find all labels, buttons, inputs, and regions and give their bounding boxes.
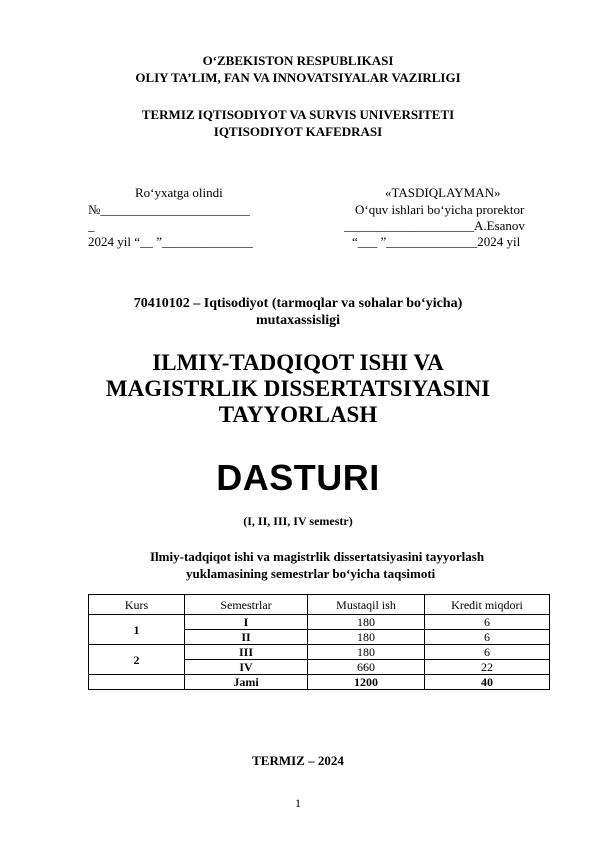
university-name: TERMIZ IQTISODIYOT VA SURVIS UNIVERSITETI: [141, 107, 455, 122]
total-kredit: 40: [425, 675, 550, 690]
table-caption-line-1: Ilmiy-tadqiqot ishi va magistrlik dissertatsiyasini tayyorlash: [150, 549, 485, 564]
kredit-cell: 6: [425, 645, 550, 660]
semestr-cell: IV: [185, 660, 308, 675]
ministry-country: O‘ZBEKISTON RESPUBLIKASI: [202, 53, 394, 68]
registration-dash: _: [88, 218, 95, 233]
approval-role: O‘quv ishlari bo‘yicha prorektor: [355, 202, 525, 217]
mustaqil-cell: 180: [308, 630, 425, 645]
header-kurs: Kurs: [89, 595, 185, 615]
city-year: TERMIZ – 2024: [252, 753, 344, 768]
semestr-cell: I: [185, 615, 308, 630]
semesters-note: (I, II, III, IV semestr): [243, 514, 353, 528]
title-line-3: TAYYORLASH: [218, 402, 378, 427]
approval-title: «TASDIQLAYMAN»: [385, 185, 501, 200]
specialty-code: 70410102 – Iqtisodiyot (tarmoqlar va sohalar bo‘yicha): [133, 296, 463, 311]
semester-distribution-table: [88, 594, 550, 690]
specialty-suffix: mutaxassisligi: [255, 313, 340, 328]
page-number: 1: [295, 796, 301, 810]
kurs-cell: 2: [89, 645, 185, 675]
kurs-cell: 1: [89, 615, 185, 645]
semestr-cell: III: [185, 645, 308, 660]
approval-signature: ____________________A.Esanov: [344, 218, 525, 233]
mustaqil-cell: 180: [308, 645, 425, 660]
header-mustaqil: Mustaqil ish: [308, 595, 425, 615]
header-semestrlar: Semestrlar: [185, 595, 308, 615]
registration-date: 2024 yil “__ ”______________: [88, 234, 254, 249]
department-name: IQTISODIYOT KAFEDRASI: [213, 124, 383, 139]
table-row: [89, 615, 550, 630]
table-header-row: [89, 595, 550, 615]
header-kredit: Kredit miqdori: [425, 595, 550, 615]
total-empty-cell: [89, 675, 185, 690]
title-line-1: ILMIY-TADQIQOT ISHI VA: [152, 350, 444, 375]
kredit-cell: 6: [425, 615, 550, 630]
ministry-name: OLIY TA’LIM, FAN VA INNOVATSIYALAR VAZIRLIGI: [135, 70, 461, 85]
mustaqil-cell: 660: [308, 660, 425, 675]
registration-number: №_______________________: [88, 202, 250, 217]
approval-date: “___ ”______________2024 yil: [352, 234, 521, 249]
kredit-cell: 6: [425, 630, 550, 645]
table-row: [89, 645, 550, 660]
registration-title: Ro‘yxatga olindi: [135, 185, 223, 200]
title-line-2: MAGISTRLIK DISSERTATSIYASINI: [105, 376, 491, 401]
table-total-row: [89, 675, 550, 690]
total-label: Jami: [185, 675, 308, 690]
table-caption-line-2: yuklamasining semestrlar bo‘yicha taqsimoti: [186, 566, 436, 581]
mustaqil-cell: 180: [308, 615, 425, 630]
kredit-cell: 22: [425, 660, 550, 675]
total-mustaqil: 1200: [308, 675, 425, 690]
semestr-cell: II: [185, 630, 308, 645]
title-main: DASTURI: [216, 457, 380, 498]
